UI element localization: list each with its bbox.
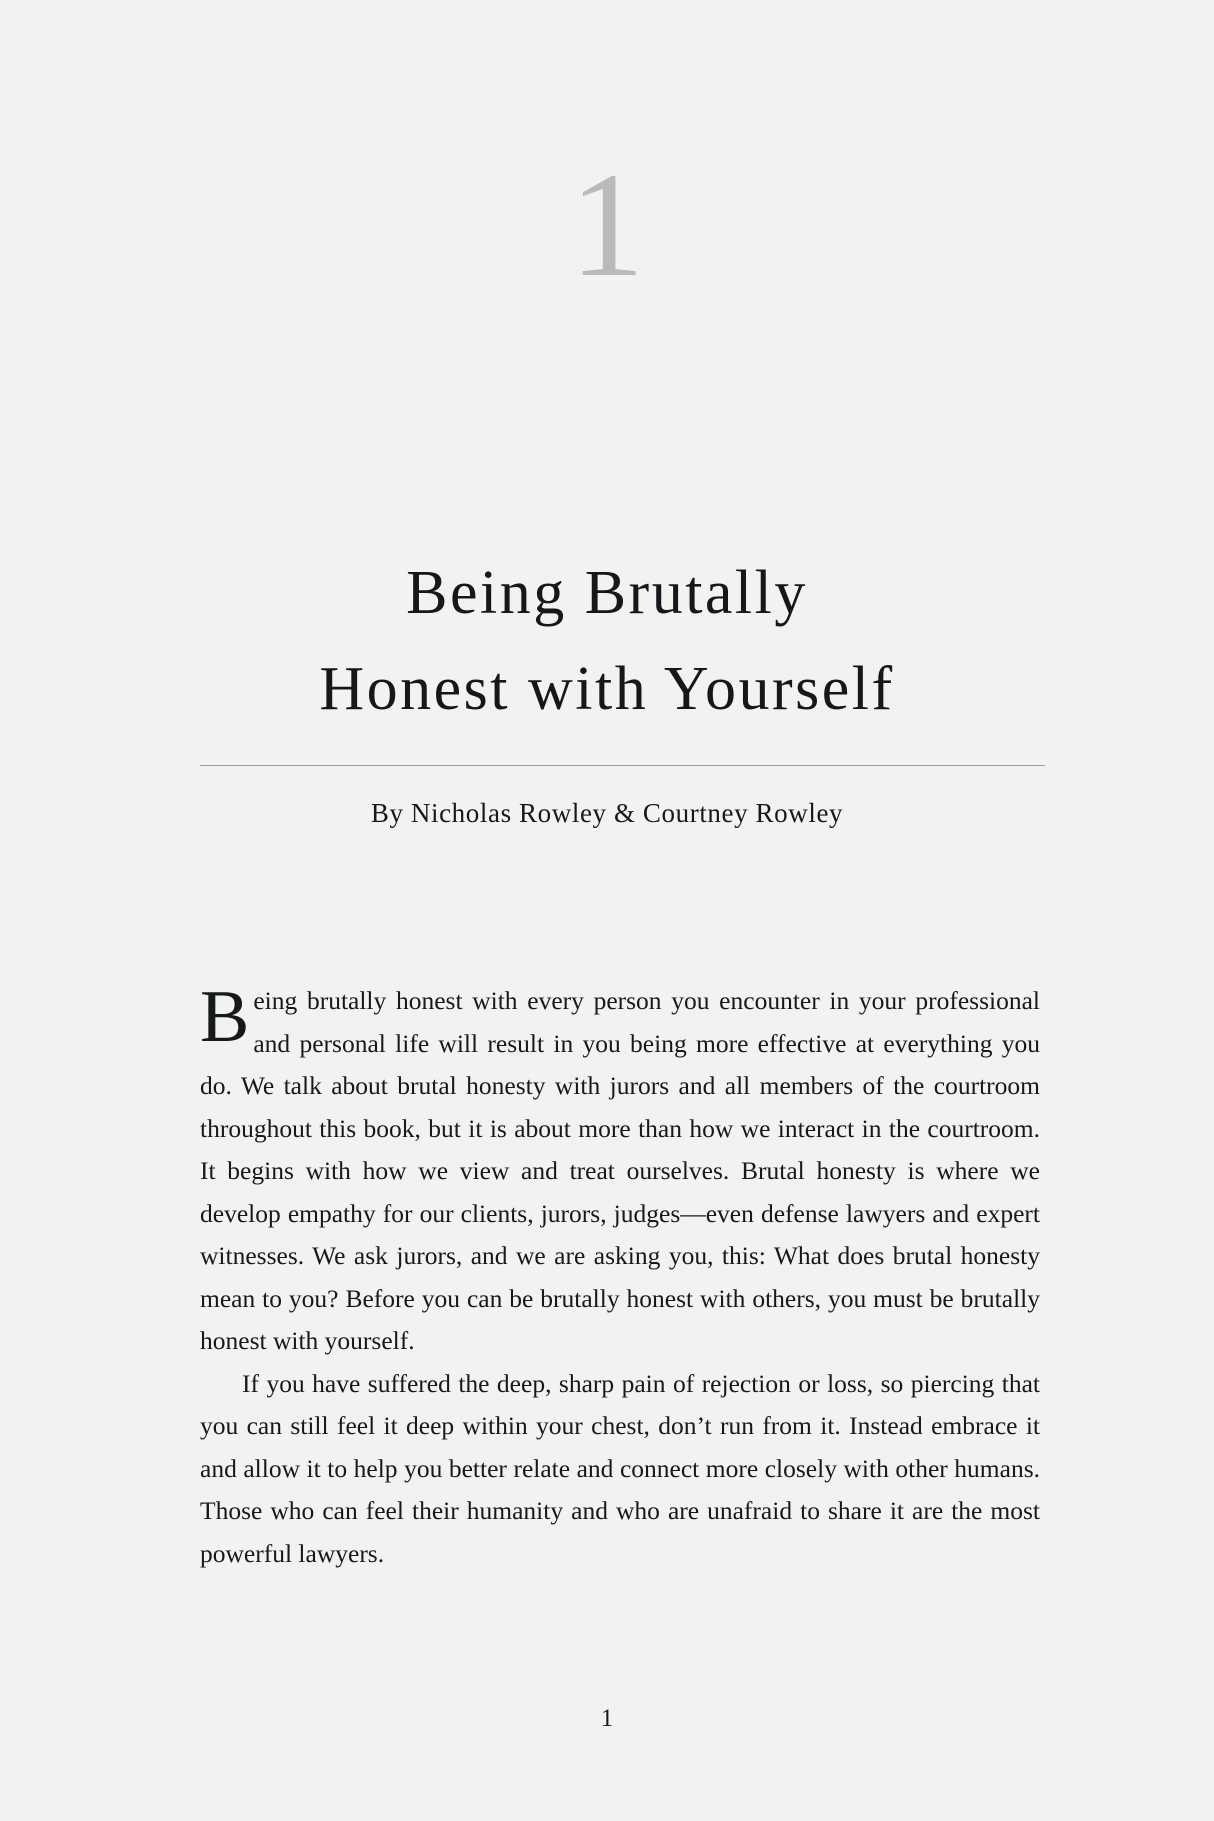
drop-cap: B xyxy=(200,976,250,1058)
title-block xyxy=(200,545,1014,829)
paragraph-1 xyxy=(200,976,1040,1363)
paragraph-2: If you have suffered the deep, sharp pain of rejection or loss, so piercing that you can still feel it deep within your chest, don’t run from it. Instead embrace it and allow it to help you better relate and connect more closely with other humans. Those who can feel their humanity and who are unafraid to share it are the most powerful lawyers. xyxy=(200,1368,1040,1568)
title-divider xyxy=(200,765,1045,766)
paragraph-1-text: eing brutally honest with every person you encounter in your professional and personal life will result in you being more effective at everything you do. We talk about brutal honesty with jurors and all members of the courtroom throughout this book, but it is about more than how we interact in the courtroom. It begins with how we view and treat ourselves. Brutal honesty is where we develop empathy for our clients, jurors, judges—even defense lawyers and expert witnesses. We ask jurors, and we are asking you, this: What does brutal honesty mean to you? Before you can be brutally honest with others, you must be brutally honest with yourself. xyxy=(200,986,1040,1355)
page-number: 1 xyxy=(600,1705,614,1732)
chapter-title-line-2: Honest with Yourself xyxy=(319,655,895,723)
chapter-title-line-1: Being Brutally xyxy=(406,559,808,627)
chapter-number: 1 xyxy=(569,142,645,308)
body-text-block xyxy=(200,976,1040,1575)
byline: By Nicholas Rowley & Courtney Rowley xyxy=(370,798,844,828)
